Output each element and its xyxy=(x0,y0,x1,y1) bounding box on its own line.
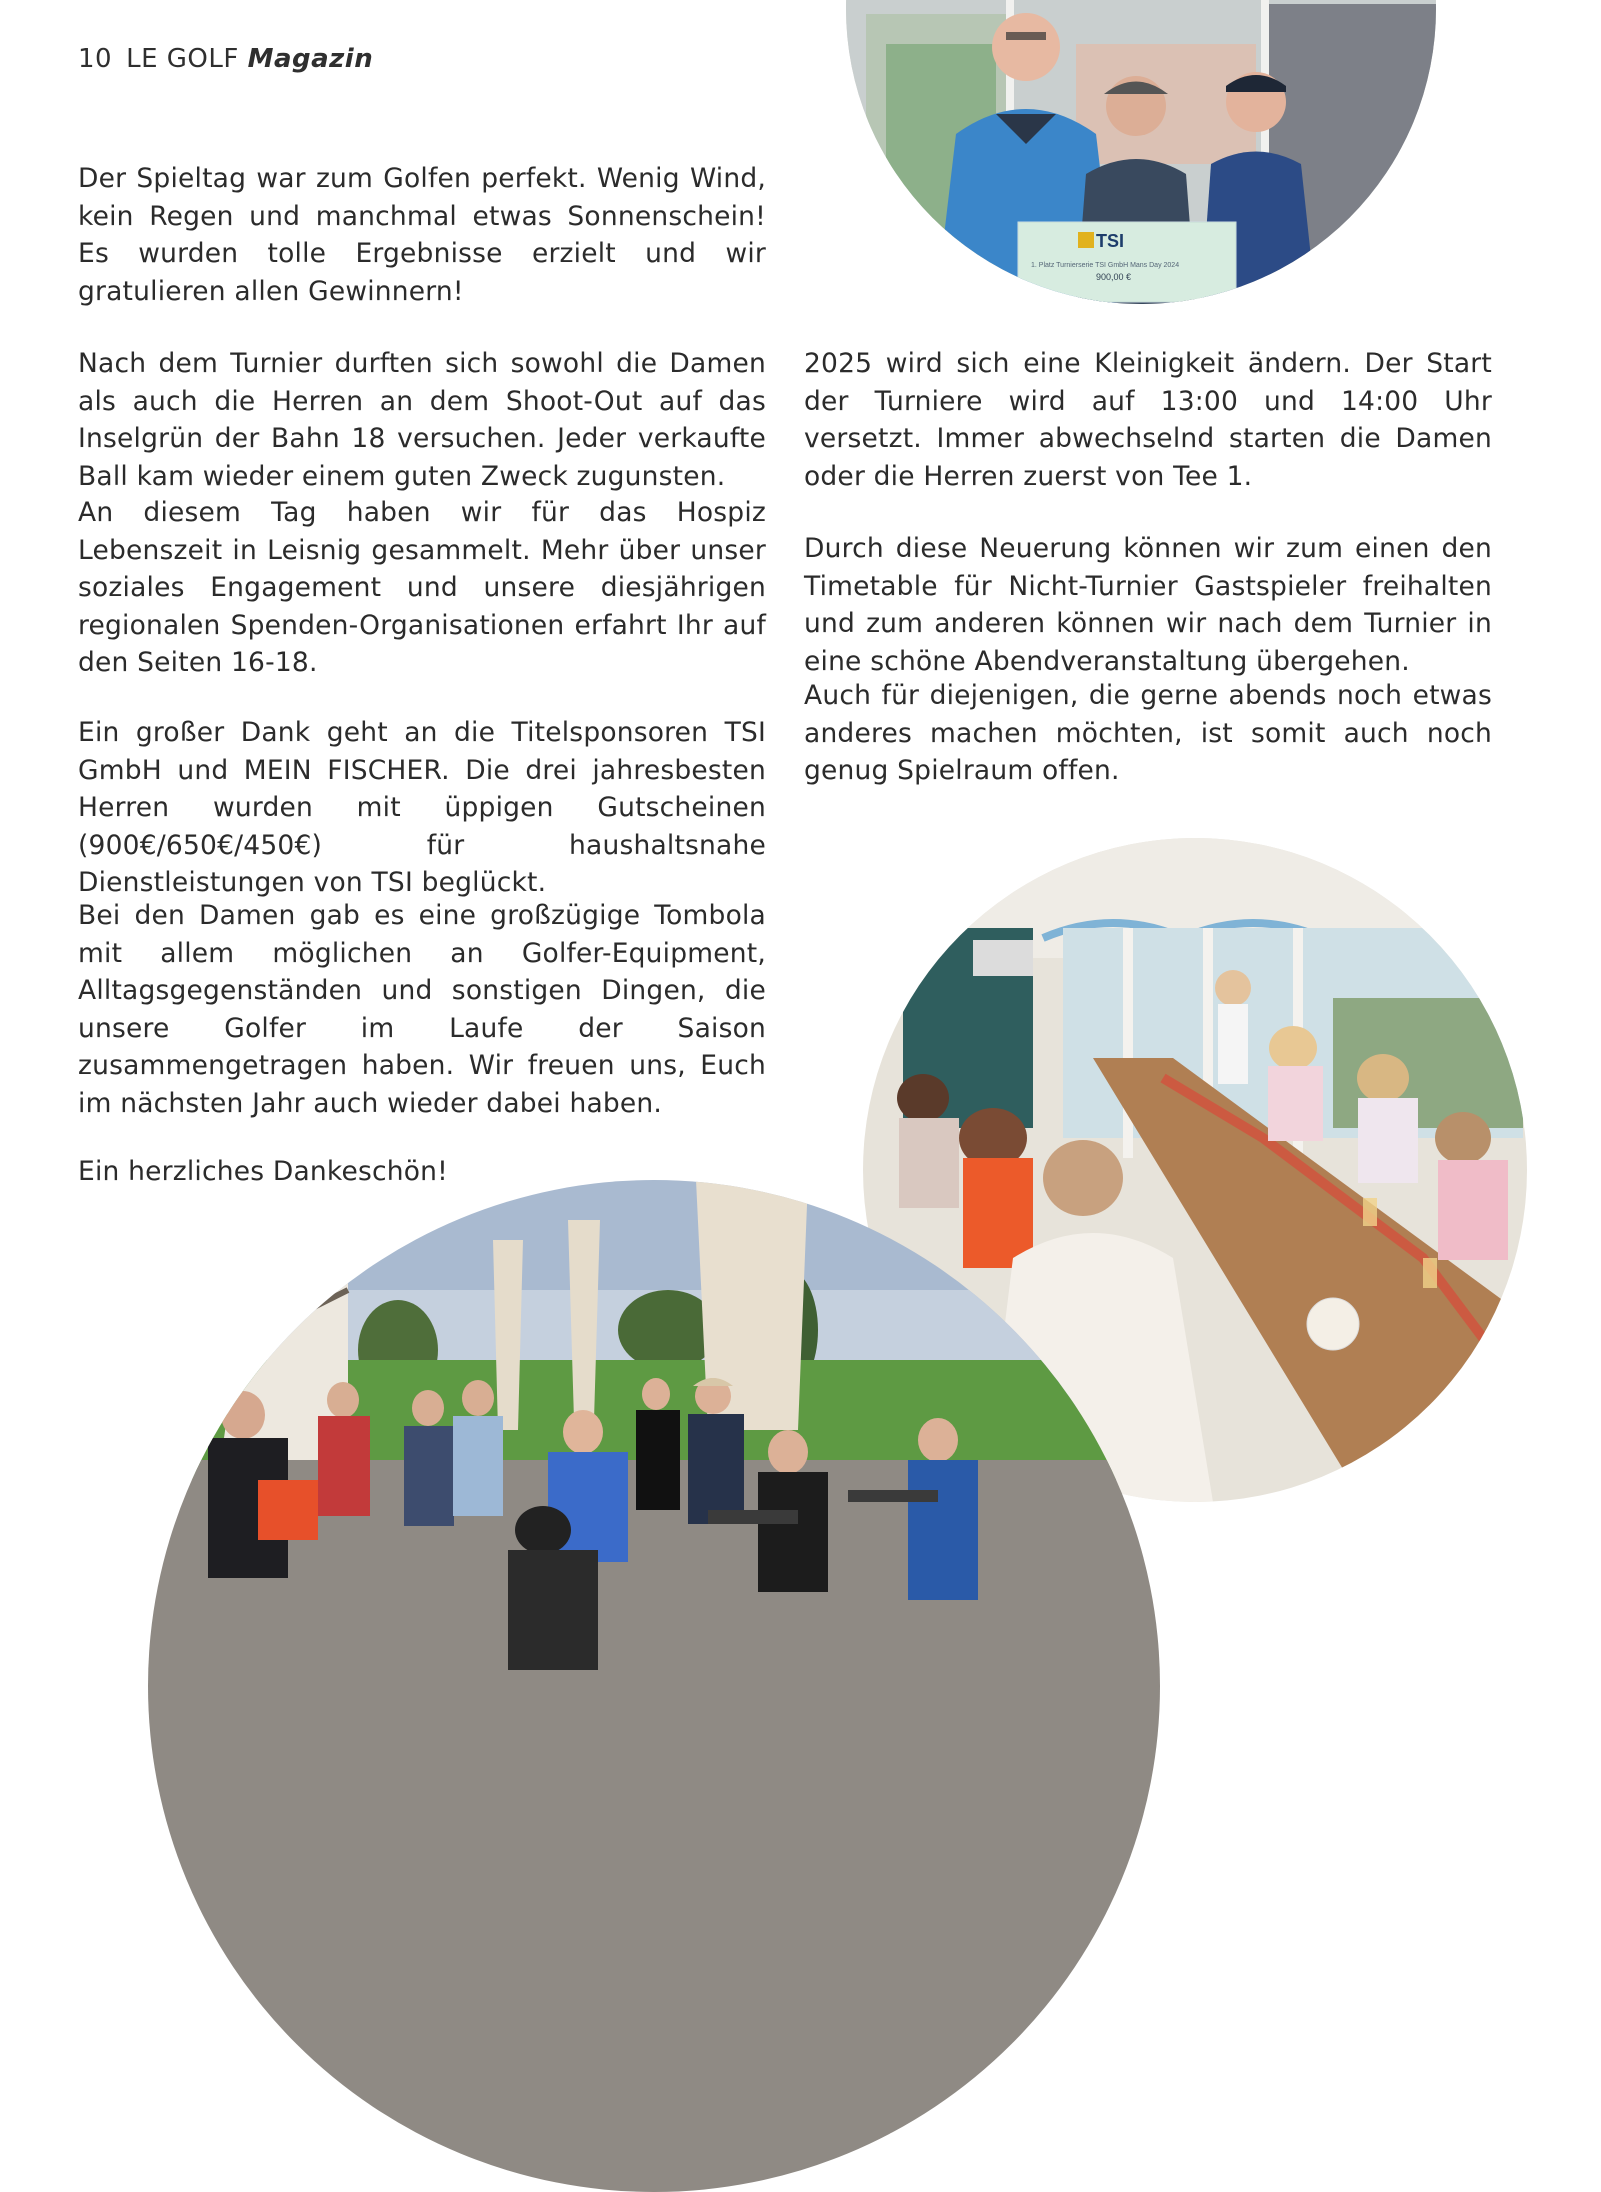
page-number: 10 xyxy=(78,44,113,74)
page-header xyxy=(78,44,373,74)
left-paragraph-shootout: Nach dem Turnier durften sich sowohl die Damen als auch die Herren an dem Shoot-Out auf das Inselgrün der Bahn 18 versuchen. Jeder verkaufte Ball kam wieder einem guten Zweck zugunsten. xyxy=(78,348,766,492)
photo-terrace-group xyxy=(148,1180,1160,2192)
left-paragraph-thanks: Ein herzliches Dankeschön! xyxy=(78,1156,449,1187)
photo-prize-winners xyxy=(846,0,1436,304)
cheque-logo: TSI xyxy=(1096,231,1125,251)
left-paragraph-tombola: Bei den Damen gab es eine großzügige Tombola mit allem möglichen an Golfer-Equipment, Alltagsgegenständen und sonstigen Dingen, die unsere Golfer im Laufe der Saison zusammengetragen haben. Wir freuen uns, Euch im nächsten Jahr auch wieder dabei haben. xyxy=(78,900,766,1119)
cheque-line: 1. Platz Turnierserie TSI GmbH Mans Day 2024 xyxy=(1031,262,1180,269)
right-paragraph-timetable: Durch diese Neuerung können wir zum einen den Timetable für Nicht-Turnier Gastspieler freihalten und zum anderen können wir nach dem Turnier in eine schöne Abendveranstaltung übergehen. xyxy=(804,533,1492,677)
left-paragraph-hospiz: An diesem Tag haben wir für das Hospiz Lebenszeit in Leisnig gesammelt. Mehr über unser soziales Engagement und unsere diesjährigen regionalen Spenden-Organisationen erfahrt Ihr auf den Seiten 16-18. xyxy=(78,497,766,678)
magazine-name: LE GOLF xyxy=(126,44,239,74)
right-paragraph-2025: 2025 wird sich eine Kleinigkeit ändern. Der Start der Turniere wird auf 13:00 und 14:00 Uhr versetzt. Immer abwechselnd starten die Damen oder die Herren zuerst von Tee 1. xyxy=(804,348,1492,492)
left-paragraph-weather: Der Spieltag war zum Golfen perfekt. Wenig Wind, kein Regen und manchmal etwas Sonnenschein! Es wurden tolle Ergebnisse erzielt und wir gratulieren allen Gewinnern! xyxy=(78,163,766,307)
right-paragraph-evening: Auch für diejenigen, die gerne abends noch etwas anderes machen möchten, ist somit auch noch genug Spielraum offen. xyxy=(804,680,1492,786)
cheque-amount: 900,00 € xyxy=(1096,272,1132,282)
left-paragraph-sponsors: Ein großer Dank geht an die Titelsponsoren TSI GmbH und MEIN FISCHER. Die drei jahresbesten Herren wurden mit üppigen Gutscheinen (900€/650€/450€) für haushaltsnahe Dienstleistungen von TSI beglückt. xyxy=(78,717,766,898)
magazine-suffix: Magazin xyxy=(247,44,374,74)
